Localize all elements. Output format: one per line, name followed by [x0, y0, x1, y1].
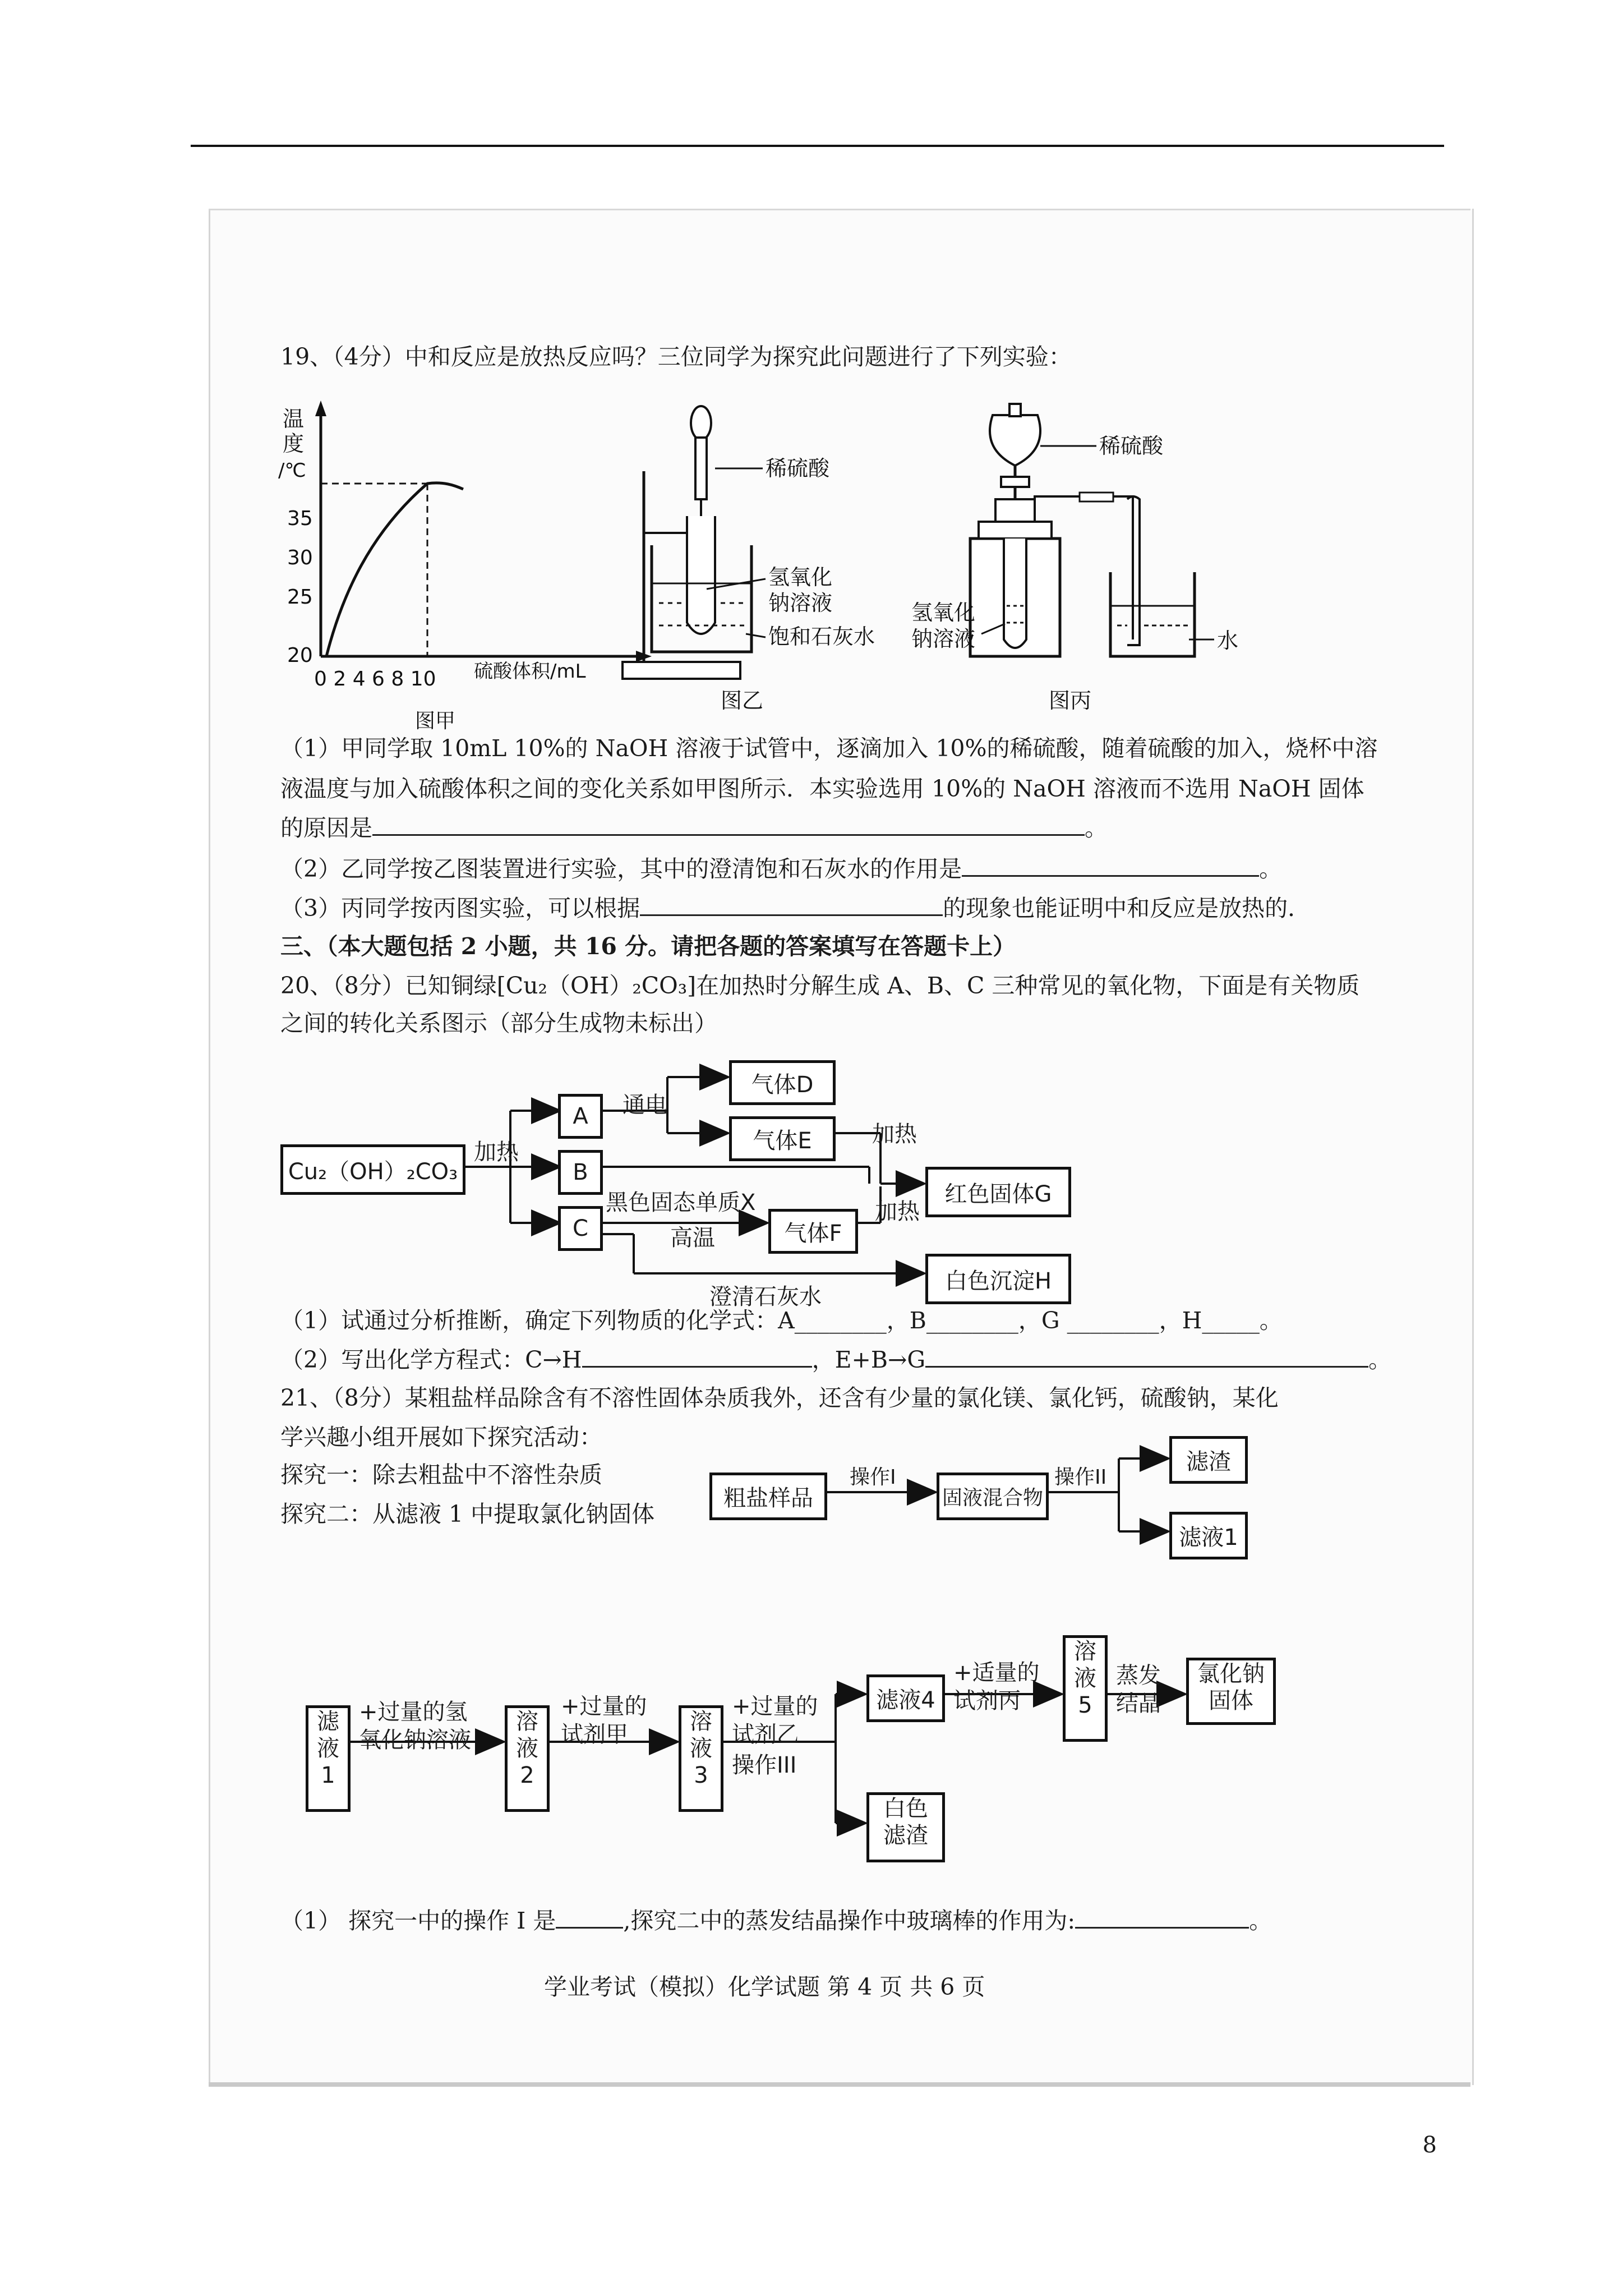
- bing-naoh-label-1: 氢氧化: [911, 600, 976, 625]
- filtrate4-box: 滤液4: [866, 1674, 945, 1722]
- q20-p2-end: 。: [1368, 1346, 1392, 1373]
- graph-ylabel-2: 度: [283, 431, 305, 456]
- node-b: B: [558, 1150, 603, 1195]
- q20-p2-text-a: （2）写出化学方程式：C→H: [280, 1346, 582, 1373]
- red-solid-g-box: 红色固体G: [925, 1167, 1071, 1217]
- mixture-box: 固液混合物: [937, 1473, 1049, 1520]
- q20-p2-text-b: ，E+B→G: [811, 1346, 926, 1373]
- limewater-label: 澄清石灰水: [709, 1284, 822, 1310]
- q19-p1-end: 。: [1085, 815, 1108, 841]
- solution5-node: [1063, 1635, 1108, 1742]
- q19-p1-line2: 液温度与加入硫酸体积之间的变化关系如甲图所示．本实验选用 10%的 NaOH 溶液而不选用 NaOH 固体: [280, 775, 1364, 802]
- q19-p2-text: （2）乙同学按乙图装置进行实验，其中的澄清饱和石灰水的作用是: [280, 855, 962, 882]
- gas-e-box: 气体E: [729, 1116, 836, 1161]
- solution3-node: [679, 1705, 723, 1812]
- op1-label: 操作I: [850, 1466, 896, 1489]
- gas-d-box: 气体D: [729, 1060, 836, 1105]
- filtrate1-node: [306, 1705, 351, 1812]
- evaporate-line1: 蒸发: [1116, 1663, 1161, 1688]
- graph-ylabel-1: 温: [283, 407, 305, 431]
- solution5-char1: 溶: [1074, 1639, 1096, 1664]
- q21-explore2-lines: [303, 1638, 1312, 1879]
- high-temp-label: 高温: [670, 1225, 715, 1251]
- q20-p2: [280, 1346, 1391, 1373]
- heat-e-label: 加热: [872, 1121, 917, 1147]
- yi-caption: 图乙: [721, 688, 764, 713]
- q21-p1-text-b: ,探究二中的蒸发结晶操作中玻璃棒的作用为:: [623, 1907, 1076, 1934]
- node-c: C: [558, 1206, 603, 1251]
- white-ppt-h-box: 白色沉淀H: [925, 1254, 1071, 1304]
- yi-acid-label: 稀硫酸: [766, 456, 830, 481]
- yi-naoh-label-1: 氢氧化: [768, 565, 833, 590]
- q21-intro-line2: 学兴趣小组开展如下探究活动：: [280, 1424, 602, 1451]
- add-reagent-a-line1: +过量的: [561, 1694, 647, 1719]
- nacl-line1: 氯化钠: [1197, 1661, 1265, 1687]
- bing-water-label: 水: [1217, 628, 1239, 653]
- page-footer: 学业考试（模拟）化学试题 第 4 页 共 6 页: [544, 1973, 985, 2000]
- cu2oh2co3-box: Cu₂（OH）₂CO₃: [280, 1144, 465, 1195]
- node-a: A: [558, 1094, 603, 1139]
- heat-label: 加热: [474, 1139, 519, 1165]
- solution2-char1: 溶: [516, 1709, 538, 1734]
- residue-box: 滤渣: [1169, 1436, 1248, 1484]
- scan-edge-bottom: [209, 2082, 1470, 2087]
- nacl-line2: 固体: [1209, 1688, 1253, 1714]
- q20-intro-line1: 20、（8分）已知铜绿[Cu₂（OH）₂CO₃]在加热时分解生成 A、B、C 三种常见的氧化物，下面是有关物质: [280, 972, 1360, 999]
- solution5-char2: 液: [1074, 1665, 1096, 1691]
- nacl-solid-box: [1186, 1658, 1276, 1725]
- q20-intro-line2: 之间的转化关系图示（部分生成物未标出）: [280, 1010, 717, 1037]
- q19-figure-yi: [617, 398, 909, 746]
- bing-acid-label: 稀硫酸: [1099, 434, 1164, 458]
- crude-salt-box: 粗盐样品: [709, 1473, 827, 1520]
- add-reagent-b-line2: 试剂乙: [732, 1722, 799, 1747]
- solution3-char1: 溶: [690, 1709, 712, 1734]
- op2-label: 操作II: [1054, 1466, 1107, 1489]
- filtrate1-char3: 1: [321, 1763, 335, 1788]
- op3-label: 操作III: [732, 1752, 797, 1778]
- q19-p3-answer-blank[interactable]: [640, 895, 943, 916]
- add-reagent-c-line2: 试剂丙: [953, 1688, 1021, 1714]
- solution2-char2: 液: [516, 1736, 538, 1761]
- q19-p1-answer-blank[interactable]: [372, 815, 1085, 836]
- yi-limewater-label: 饱和石灰水: [768, 624, 875, 649]
- q19-p2-answer-blank[interactable]: [962, 856, 1259, 877]
- temperature-curve: [326, 483, 463, 656]
- q19-p1-line1: （1）甲同学取 10mL 10%的 NaOH 溶液于试管中，逐滴加入 10%的稀硫酸，随着硫酸的加入，烧杯中溶: [280, 735, 1378, 762]
- q19-p2: [280, 855, 1282, 882]
- add-naoh-line1: +过量的氢: [359, 1699, 468, 1725]
- solution2-char3: 2: [520, 1763, 534, 1788]
- white-residue-line2: 滤渣: [883, 1823, 928, 1848]
- q19-p3: [280, 895, 1311, 922]
- add-reagent-c-line1: +适量的: [953, 1660, 1040, 1686]
- q20-p1: （1）试通过分析推断，确定下列物质的化学式：A________，B________，G ________，H_____。: [280, 1307, 1283, 1334]
- evaporate-line2: 结晶: [1116, 1691, 1161, 1717]
- q19-p3-text-a: （3）丙同学按丙图实验，可以根据: [280, 895, 640, 922]
- graph-ytick-35: 35: [287, 507, 313, 530]
- graph-ytick-30: 30: [287, 546, 313, 569]
- q19-p3-text-b: 的现象也能证明中和反应是放热的．: [943, 895, 1311, 922]
- section3-heading: 三、（本大题包括 2 小题，共 16 分。请把各题的答案填写在答题卡上）: [280, 933, 1016, 960]
- white-residue-line1: 白色: [883, 1796, 928, 1821]
- graph-ytick-20: 20: [287, 644, 313, 667]
- graph-caption-jia: 图甲: [415, 710, 456, 733]
- graph-ylabel-3: /℃: [278, 459, 306, 482]
- page-number: 8: [1422, 2132, 1437, 2158]
- solution5-char3: 5: [1078, 1692, 1092, 1718]
- q20-p2-blank-ebg[interactable]: [925, 1347, 1368, 1368]
- solution3-char2: 液: [690, 1736, 712, 1761]
- white-residue-box: [866, 1792, 945, 1862]
- filtrate1-char2: 液: [317, 1736, 339, 1761]
- yi-naoh-label-2: 钠溶液: [768, 591, 833, 615]
- add-naoh-line2: 氧化钠溶液: [359, 1727, 471, 1753]
- q19-graph-jia: [275, 393, 656, 746]
- q21-p1: [280, 1907, 1272, 1934]
- q19-p1-line3: [280, 815, 1108, 841]
- q21-p1-blank-op1[interactable]: [556, 1908, 623, 1929]
- q19-p1-line3-text: 的原因是: [280, 815, 372, 841]
- scan-edge-top: [209, 209, 1470, 210]
- solution2-node: [505, 1705, 550, 1812]
- q21-explore2: 探究二：从滤液 1 中提取氯化钠固体: [280, 1501, 655, 1527]
- bing-caption: 图丙: [1049, 688, 1092, 713]
- solution3-char3: 3: [694, 1763, 708, 1788]
- gas-f-box: 气体F: [768, 1209, 858, 1254]
- q21-intro-line1: 21、（8分）某粗盐样品除含有不溶性固体杂质我外，还含有少量的氯化镁、氯化钙，硫酸钠，某化: [280, 1384, 1279, 1411]
- q20-p2-blank-ch[interactable]: [582, 1347, 812, 1368]
- q21-p1-text-a: （1） 探究一中的操作 I 是: [280, 1907, 556, 1934]
- q19-figure-bing: [909, 393, 1301, 746]
- filtrate1-box: 滤液1: [1169, 1512, 1248, 1559]
- black-solid-x-label: 黑色固态单质X: [606, 1190, 756, 1216]
- q21-p1-end: 。: [1249, 1907, 1272, 1934]
- graph-ytick-25: 25: [287, 586, 313, 609]
- graph-xlabel: 硫酸体积/mL: [474, 660, 586, 683]
- electrolysis-label: 通电: [623, 1092, 667, 1118]
- add-reagent-b-line1: +过量的: [732, 1694, 818, 1719]
- header-rule: [191, 145, 1444, 147]
- add-reagent-a-line2: 试剂甲: [561, 1722, 628, 1747]
- q21-p1-blank-glass-rod[interactable]: [1075, 1908, 1249, 1929]
- bing-naoh-label-2: 钠溶液: [911, 627, 976, 651]
- heat-f-label: 加热: [875, 1199, 920, 1225]
- q19-p2-end: 。: [1259, 855, 1283, 882]
- filtrate1-char1: 滤: [317, 1709, 339, 1734]
- q19-title: 19、（4分）中和反应是放热反应吗？三位同学为探究此问题进行了下列实验：: [280, 343, 1072, 370]
- graph-xticks: 0 2 4 6 8 10: [314, 668, 436, 691]
- q21-explore1: 探究一：除去粗盐中不溶性杂质: [280, 1461, 602, 1488]
